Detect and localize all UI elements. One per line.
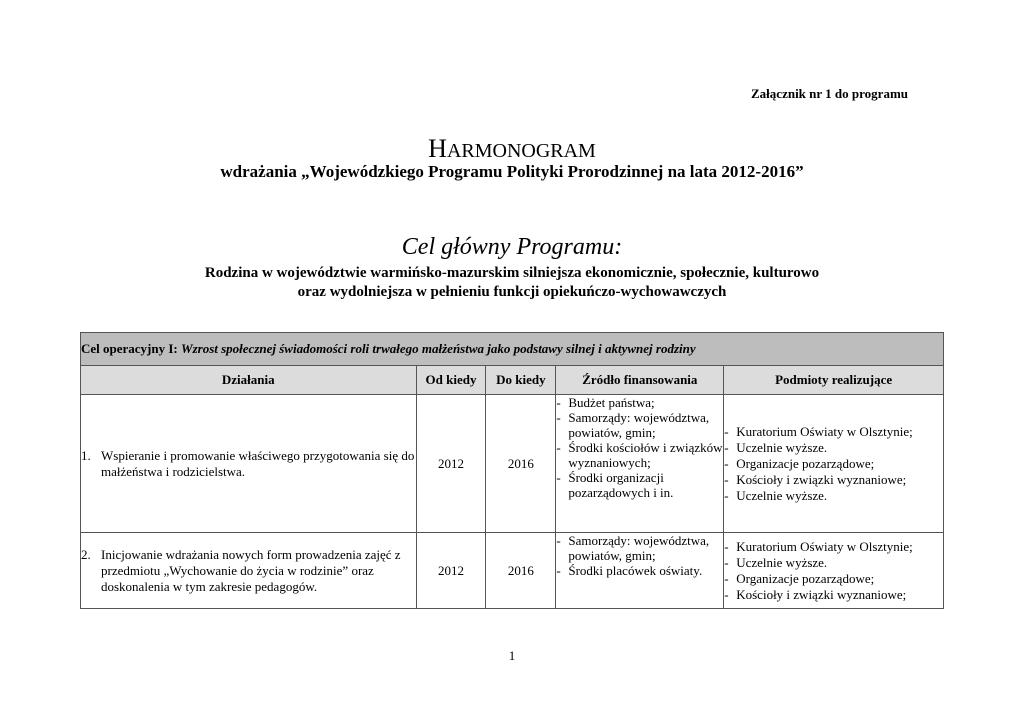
operational-goal-cell <box>81 333 944 366</box>
action-text: Wspieranie i promowanie właściwego przygotowania się do małżeństwa i rodzicielstwa. <box>101 447 415 479</box>
entities-cell <box>724 395 944 533</box>
action-number: 2. <box>81 546 91 562</box>
table-header-row <box>81 366 944 395</box>
operational-goal-label: Cel operacyjny I: <box>81 341 178 356</box>
goal-heading: Cel główny Programu: <box>401 234 623 260</box>
header-from: Od kiedy <box>416 366 486 395</box>
header-funding: Źródło finansowania <box>556 366 724 395</box>
funding-item: - Samorządy: województwa, powiatów, gmin; <box>556 410 723 440</box>
funding-cell <box>556 395 724 533</box>
funding-item: - Środki organizacji pozarządowych i in. <box>556 470 723 500</box>
schedule-table <box>80 332 944 609</box>
table-row <box>81 533 944 609</box>
from-year: 2012 <box>416 533 486 609</box>
to-year: 2016 <box>486 533 556 609</box>
entity-item: - Organizacje pozarządowe; <box>724 456 943 472</box>
goal-text <box>0 264 1024 302</box>
goal-line-2: oraz wydolniejsza w pełnieniu funkcji opiekuńczo-wychowawczych <box>297 284 727 300</box>
document-subtitle: wdrażania „Wojewódzkiego Programu Polityki Prorodzinnej na lata 2012-2016” <box>220 162 804 181</box>
operational-goal-row <box>81 333 944 366</box>
header-to: Do kiedy <box>486 366 556 395</box>
to-year: 2016 <box>486 395 556 533</box>
entities-list <box>724 424 943 504</box>
entity-item: - Kuratorium Oświaty w Olsztynie; <box>724 539 943 555</box>
entity-item: - Kościoły i związki wyznaniowe; <box>724 472 943 488</box>
title-first-letter: H <box>428 134 447 163</box>
table-row <box>81 395 944 533</box>
from-year: 2012 <box>416 395 486 533</box>
entity-item: - Kuratorium Oświaty w Olsztynie; <box>724 424 943 440</box>
header-entities: Podmioty realizujące <box>724 366 944 395</box>
funding-cell <box>556 533 724 609</box>
funding-item: - Środki placówek oświaty. <box>556 563 723 578</box>
funding-list <box>556 395 723 500</box>
header-actions: Działania <box>81 366 417 395</box>
action-cell <box>81 533 417 609</box>
action-cell <box>81 395 417 533</box>
funding-list <box>556 533 723 578</box>
entities-cell <box>724 533 944 609</box>
entity-item: - Kościoły i związki wyznaniowe; <box>724 587 943 603</box>
entity-item: - Uczelnie wyższe. <box>724 440 943 456</box>
funding-item: - Środki kościołów i związków wyznaniowych; <box>556 440 723 470</box>
annex-label: Załącznik nr 1 do programu <box>751 86 908 101</box>
goal-line-1: Rodzina w województwie warmińsko-mazurskim silniejsza ekonomicznie, społecznie, kulturowo <box>204 265 820 281</box>
action-text: Inicjowanie wdrażania nowych form prowadzenia zajęć z przedmiotu „Wychowanie do życia w rodzinie” oraz doskonalenia w tym zakresie pedagogów. <box>101 546 401 594</box>
entity-item: - Uczelnie wyższe. <box>724 555 943 571</box>
page-number: 1 <box>508 648 516 663</box>
title-rest: ARMONOGRAM <box>446 140 596 162</box>
funding-item: - Budżet państwa; <box>556 395 723 410</box>
operational-goal-text: Wzrost społecznej świadomości roli trwałego małżeństwa jako podstawy silnej i aktywnej rodziny <box>181 341 696 356</box>
funding-item: - Samorządy: województwa, powiatów, gmin; <box>556 533 723 563</box>
entity-item: - Uczelnie wyższe. <box>724 488 943 504</box>
action-number: 1. <box>81 447 91 463</box>
entity-item: - Organizacje pozarządowe; <box>724 571 943 587</box>
document-title <box>0 134 1024 164</box>
entities-list <box>724 539 943 603</box>
